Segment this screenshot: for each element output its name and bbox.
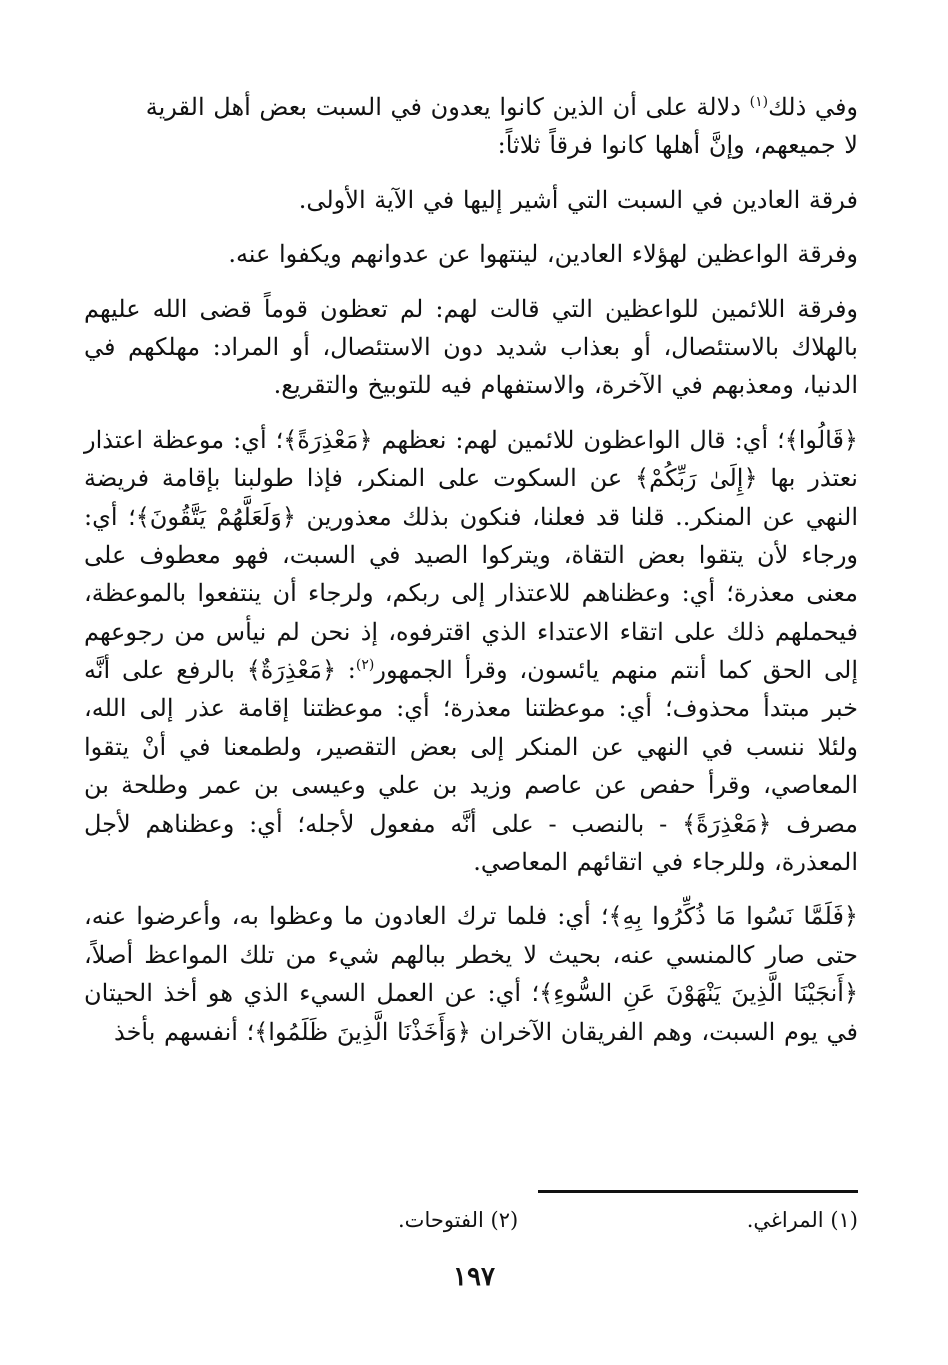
paragraph-2: فرقة العادين في السبت التي أشير إليها في الآية الأولى. [298, 185, 858, 214]
paragraph-1 [84, 88, 858, 165]
page-body [84, 88, 858, 1067]
paragraph-1-line-2: لا جميعهم، وإنَّ أهلها كانوا فرقاً ثلاثاً: [497, 131, 858, 160]
text-segment: ﴿قَالُوا﴾؛ أي: قال الواعظون للائمين لهم: نعظهم ﴿مَعْذِرَةً﴾؛ أي: موعظة اعتذار نعتذر بها ﴿إِلَىٰ رَبِّكُمْ﴾ عن السكوت على المنكر، فإذا طولبنا بإقامة فريضة النهي عن المنكر.. قلنا قد فعلنا، فنكون بذلك معذورين ﴿وَلَعَلَّهُمْ يَتَّقُونَ﴾؛ أي: ورجاء لأن يتقوا بعض التقاة، ويتركوا الصيد في السبت، فهو معطوف على معنى معذرة؛ أي: وعظناهم للاعتذار إلى ربكم، ولرجاء أن ينتفعوا بالموعظة، فيحملهم ذلك على اتقاء الاعتداء الذي اقترفوه، إذ نحن لم نيأس من رجوعهم إلى الحق كما أنتم منهم يائسون، وقرأ الجمهور [84, 425, 859, 685]
text-segment: : ﴿مَعْذِرَةٌ﴾ بالرفع على أنَّه خبر مبتدأ محذوف؛ أي: موعظتنا معذرة؛ أي: موعظتنا إقامة عذر إلى الله، ولئلا ننسب في النهي عن المنكر إلى بعض التقصير، ولطمعنا في أنْ يتقوا المعاصي، وقرأ حفص عن عاصم وزيد بن علي وعيسى بن عمر وطلحة بن مصرف ﴿مَعْذِرَةً﴾ - بالنصب - على أنَّه مفعول لأجله؛ أي: وعظناهم لأجل المعذرة، وللرجاء في اتقائهم المعاصي. [84, 656, 858, 877]
text-segment: وفي ذلك [768, 93, 858, 121]
text-segment: دلالة على أن الذين كانوا يعدون في السبت بعض أهل القرية [145, 93, 750, 121]
footnote-ref-1: (١) [749, 94, 769, 110]
paragraph-1-line-1 [84, 88, 858, 126]
footnote-2: (٢) الفتوحات. [398, 1208, 519, 1232]
footnote-ref-2: (٢) [355, 657, 375, 674]
paragraph-4: وفرقة اللائمين للواعظين التي قالت لهم: لم تعظون قوماً قضى الله عليهم بالهلاك بالاستئصال، أو بعذاب شديد دون الاستئصال، أو المراد: مهلكهم في الدنيا، ومعذبهم في الآخرة، والاستفهام فيه للتوبيخ والتقريع. [84, 294, 858, 400]
page-number: ١٩٧ [453, 1262, 495, 1292]
footnotes [398, 1208, 858, 1232]
paragraph-6: ﴿فَلَمَّا نَسُوا مَا ذُكِّرُوا بِهِ﴾؛ أي: فلما ترك العادون ما وعظوا به، وأعرضوا عنه، حتى صار كالمنسي عنه، بحيث لا يخطر ببالهم شيء من تلك المواعظ أصلاً، ﴿أَنجَيْنَا الَّذِينَ يَنْهَوْنَ عَنِ السُّوءِ﴾؛ أي: عن العمل السيء الذي هو أخذ الحيتان في يوم السبت، وهم الفريقان الآخران ﴿وَأَخَذْنَا الَّذِينَ ظَلَمُوا﴾؛ أنفسهم بأخذ [84, 902, 858, 1046]
paragraph-3: وفرقة الواعظين لهؤلاء العادين، لينتهوا عن عدوانهم ويكفوا عنه. [228, 240, 858, 269]
footnote-1: (١) المراغي. [746, 1208, 858, 1232]
footnote-divider [538, 1190, 858, 1193]
paragraph-5 [84, 421, 858, 882]
